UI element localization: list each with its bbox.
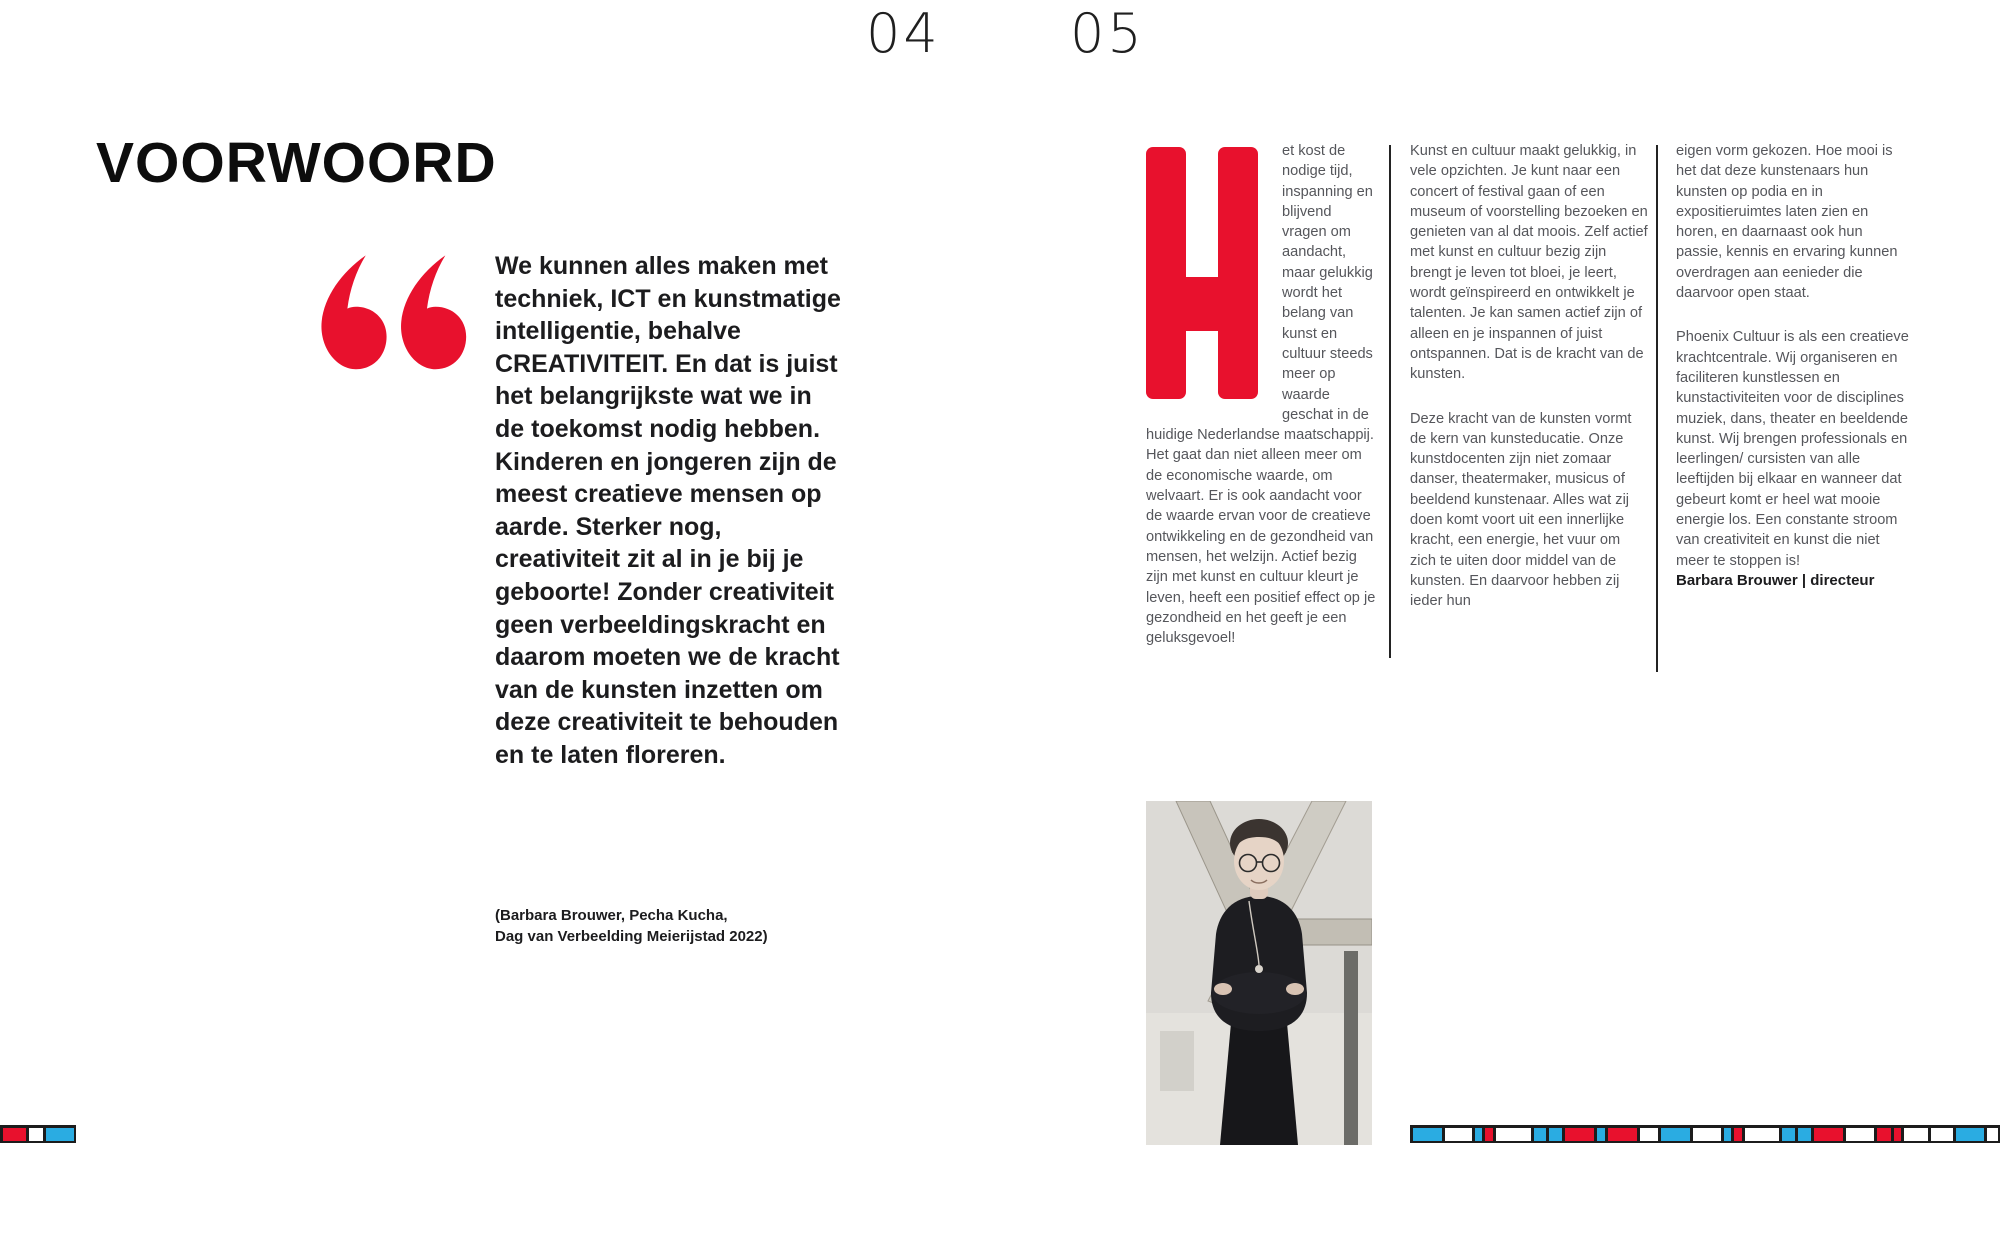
column1-text: et kost de nodige tijd, inspanning en blijvend vragen om aandacht, maar gelukkig wordt het belang van kunst en cultuur steeds meer op waarde geschat in de huidige Nederlandse maatschappij. Het gaat dan niet alleen meer om de economische waarde, om welvaart. Er is ook aandacht voor de waarde ervan voor de creatieve ontwikkeling en de gezondheid van mensen, het welzijn. Actief bezig zijn met kunst en cultuur kleurt je leven, heeft een positief effect op je gezondheid en het geeft je een geluksgevoel! bbox=[1146, 143, 1376, 647]
strip-block-white bbox=[29, 1128, 43, 1141]
column-divider-2 bbox=[1656, 145, 1658, 672]
strip-block-blue bbox=[1475, 1128, 1482, 1141]
column-divider-1 bbox=[1389, 145, 1391, 658]
decorative-strip-right bbox=[1410, 1125, 2000, 1143]
strip-block-blue bbox=[1956, 1128, 1983, 1141]
page-number-right: 05 bbox=[1070, 2, 1145, 65]
strip-block-blue bbox=[1597, 1128, 1604, 1141]
quote-attribution bbox=[495, 905, 895, 947]
body-column-2 bbox=[1410, 141, 1650, 612]
strip-block-blue bbox=[1798, 1128, 1811, 1141]
strip-block-white bbox=[1496, 1128, 1531, 1141]
strip-block-white bbox=[1846, 1128, 1873, 1141]
page-title: VOORWOORD bbox=[96, 131, 497, 195]
dropcap-h-icon bbox=[1146, 147, 1258, 399]
strip-block-white bbox=[1904, 1128, 1928, 1141]
body-column-1 bbox=[1146, 141, 1376, 648]
strip-block-red bbox=[1608, 1128, 1637, 1141]
column3-paragraph-1: eigen vorm gekozen. Hoe mooi is het dat deze kunstenaars hun kunsten op podia en in expositieruimtes laten zien en horen, en daarnaast ook hun passie, kennis en ervaring kunnen overdragen aan eenieder die daarvoor open staat. bbox=[1676, 143, 1898, 302]
body-column-3 bbox=[1676, 141, 1912, 591]
strip-block-blue bbox=[1782, 1128, 1795, 1141]
quote-attribution-line2: Dag van Verbeelding Meierijstad 2022) bbox=[495, 928, 768, 945]
pull-quote: We kunnen alles maken met techniek, ICT en kunstmatige intelligentie, behalve CREATIVITEIT. En dat is juist het belangrijkste wat we in de toekomst nodig hebben. Kinderen en jongeren zijn de meest creatieve mensen op aarde. Sterker nog, creativiteit zit al in je bij je geboorte! Zonder creativiteit geen verbeeldingskracht en daarom moeten we de kracht van de kunsten inzetten om deze creativiteit te behouden en te laten floreren. bbox=[495, 252, 841, 769]
strip-block-blue bbox=[1724, 1128, 1731, 1141]
column1-paragraph bbox=[1146, 141, 1376, 648]
strip-block-red bbox=[3, 1128, 27, 1141]
strip-block-white bbox=[1693, 1128, 1720, 1141]
strip-block-blue bbox=[1661, 1128, 1690, 1141]
strip-block-blue bbox=[46, 1128, 73, 1141]
column2-paragraph-1: Kunst en cultuur maakt gelukkig, in vele opzichten. Je kunt naar een concert of festival gaan of een museum of voorstelling bezoeken en genieten van al dat moois. Zelf actief met kunst en cultuur bezig zijn brengt je leven tot bloei, je leert, wordt geïnspireerd en ontwikkelt je talenten. Je kan samen actief zijn of alleen en je inspannen of juist ontspannen. Dat is de kracht van de kunsten. bbox=[1410, 143, 1648, 383]
strip-block-white bbox=[1931, 1128, 1953, 1141]
decorative-strip-left bbox=[0, 1125, 76, 1143]
strip-block-red bbox=[1814, 1128, 1843, 1141]
portrait-photo bbox=[1146, 801, 1372, 1145]
strip-block-white bbox=[1445, 1128, 1472, 1141]
strip-block-white bbox=[1987, 1128, 1998, 1141]
column3-paragraph-2: Phoenix Cultuur is als een creatieve krachtcentrale. Wij organiseren en faciliteren kunstlessen en kunstactiviteiten voor de disciplines muziek, dans, theater en beeldende kunst. Wij brengen professionals en leerlingen/ cursisten van alle leeftijden bij elkaar en wanneer dat gebeurt komt er heel wat mooie energie los. Een constante stroom van creativiteit en kunst die niet meer te stoppen is! bbox=[1676, 329, 1909, 569]
strip-block-white bbox=[1745, 1128, 1780, 1141]
page-number-left: 04 bbox=[866, 2, 941, 65]
strip-block-red bbox=[1734, 1128, 1741, 1141]
quote-icon bbox=[318, 246, 468, 381]
strip-block-white bbox=[1640, 1128, 1658, 1141]
quote-attribution-line1: (Barbara Brouwer, Pecha Kucha, bbox=[495, 907, 728, 924]
strip-block-red bbox=[1485, 1128, 1492, 1141]
strip-block-red bbox=[1877, 1128, 1892, 1141]
strip-block-blue bbox=[1413, 1128, 1442, 1141]
strip-block-blue bbox=[1534, 1128, 1547, 1141]
strip-block-blue bbox=[1549, 1128, 1562, 1141]
strip-block-red bbox=[1565, 1128, 1594, 1141]
director-signature: Barbara Brouwer | directeur bbox=[1676, 571, 1875, 589]
strip-block-red bbox=[1894, 1128, 1901, 1141]
column2-paragraph-2: Deze kracht van de kunsten vormt de kern van kunsteducatie. Onze kunstdocenten zijn niet zomaar danser, theatermaker, musicus of beeldend kunstenaar. Alles wat zij doen komt voort uit een innerlijke kracht, een energie, het vuur om zich te uiten door middel van de kunsten. En daarvoor hebben zij ieder hun bbox=[1410, 410, 1632, 610]
